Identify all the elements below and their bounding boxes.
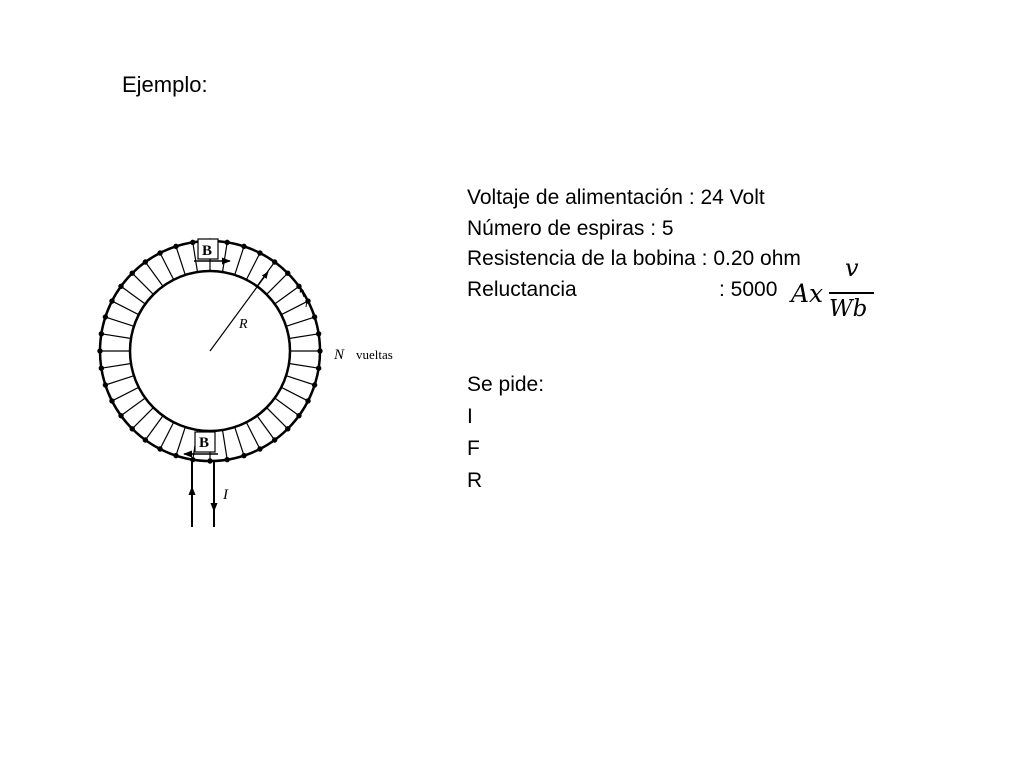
ask-item-force: F xyxy=(467,437,480,460)
winding-dot xyxy=(286,271,290,275)
winding-turn xyxy=(246,422,260,449)
winding-turn xyxy=(286,376,315,385)
winding-turn xyxy=(176,427,185,456)
current-label: I xyxy=(223,487,228,503)
winding-dot xyxy=(98,349,102,353)
winding-dot xyxy=(208,459,212,463)
winding-dot xyxy=(312,383,316,387)
reluctance-label: Reluctancia xyxy=(467,277,577,301)
reluctance-unit xyxy=(791,256,881,328)
ask-item-radius: R xyxy=(467,469,483,492)
winding-turn xyxy=(121,286,145,304)
winding-dot xyxy=(143,260,147,264)
winding-turn xyxy=(101,334,131,339)
winding-turn xyxy=(289,364,319,369)
winding-turn xyxy=(246,253,260,280)
winding-dot xyxy=(225,240,229,244)
winding-turn xyxy=(223,242,228,272)
winding-dot xyxy=(143,438,147,442)
winding-turn xyxy=(275,398,299,416)
winding-dot xyxy=(258,251,262,255)
winding-dot xyxy=(297,413,301,417)
winding-dot xyxy=(103,383,107,387)
winding-dot xyxy=(119,284,123,288)
winding-dot xyxy=(272,260,276,264)
winding-dot xyxy=(191,240,195,244)
turns-label: vueltas xyxy=(356,347,393,362)
winding-turn xyxy=(105,376,134,385)
winding-turn xyxy=(160,422,174,449)
winding-turn xyxy=(235,427,244,456)
winding-dot xyxy=(258,447,262,451)
winding-dot xyxy=(272,438,276,442)
fraction-bar xyxy=(829,292,874,294)
winding-dot xyxy=(242,453,246,457)
number-of-turns: Número de espiras : 5 xyxy=(467,216,674,240)
winding-dot xyxy=(99,366,103,370)
requested-values xyxy=(467,369,544,497)
supply-voltage: Voltaje de alimentación : 24 Volt xyxy=(467,186,765,209)
winding-turn xyxy=(112,301,139,315)
winding-turn xyxy=(289,334,319,339)
winding-dot xyxy=(110,399,114,403)
radius-arrow xyxy=(210,272,268,351)
winding-dot xyxy=(316,332,320,336)
ask-item-current: I xyxy=(467,405,473,428)
winding-turn xyxy=(121,398,145,416)
flux-label-top: B xyxy=(202,243,213,259)
toroid-diagram xyxy=(90,225,420,535)
winding-turn xyxy=(176,246,185,275)
winding-turn xyxy=(223,430,228,460)
coil-resistance: Resistencia de la bobina : 0.20 ohm xyxy=(467,247,801,270)
reluctance-row xyxy=(467,275,801,306)
winding-dot xyxy=(119,413,123,417)
winding-dot xyxy=(242,244,246,248)
winding-turn xyxy=(275,286,299,304)
winding-turn xyxy=(112,387,139,401)
winding-dot xyxy=(225,457,229,461)
winding-dot xyxy=(306,399,310,403)
winding-turn xyxy=(281,387,308,401)
winding-dot xyxy=(110,299,114,303)
winding-turn xyxy=(193,242,198,272)
thickness-label: r xyxy=(305,296,310,310)
unit-prefix: Ax xyxy=(791,279,824,308)
winding-turn xyxy=(132,408,153,429)
winding-dot xyxy=(158,447,162,451)
slide-title: Ejemplo: xyxy=(122,72,208,97)
winding-dot xyxy=(99,332,103,336)
winding-turn xyxy=(267,408,288,429)
winding-dot xyxy=(130,271,134,275)
winding-dot xyxy=(286,427,290,431)
given-data xyxy=(467,183,801,305)
winding-dot xyxy=(316,366,320,370)
turns-symbol: N xyxy=(334,347,345,363)
winding-turn xyxy=(145,416,163,440)
radius-label: R xyxy=(239,317,248,332)
flux-label-bottom: B xyxy=(199,435,210,451)
winding-dot xyxy=(158,251,162,255)
winding-turn xyxy=(105,317,134,326)
winding-turn xyxy=(286,317,315,326)
reluctance-value: : 5000 xyxy=(719,277,778,301)
asks-heading: Se pide: xyxy=(467,373,545,396)
winding-turn xyxy=(160,253,174,280)
unit-denominator: Wb xyxy=(829,296,868,322)
winding-dot xyxy=(318,349,322,353)
winding-turn xyxy=(132,273,153,294)
winding-dot xyxy=(130,427,134,431)
winding-dot xyxy=(174,244,178,248)
winding-turn xyxy=(145,262,163,286)
winding-dot xyxy=(312,315,316,319)
unit-numerator: v xyxy=(845,254,859,282)
winding-turn xyxy=(235,246,244,275)
winding-turn xyxy=(257,416,275,440)
winding-turn xyxy=(101,364,131,369)
winding-dot xyxy=(103,315,107,319)
winding-turn xyxy=(281,301,308,315)
winding-turn xyxy=(267,273,288,294)
winding-dot xyxy=(174,453,178,457)
